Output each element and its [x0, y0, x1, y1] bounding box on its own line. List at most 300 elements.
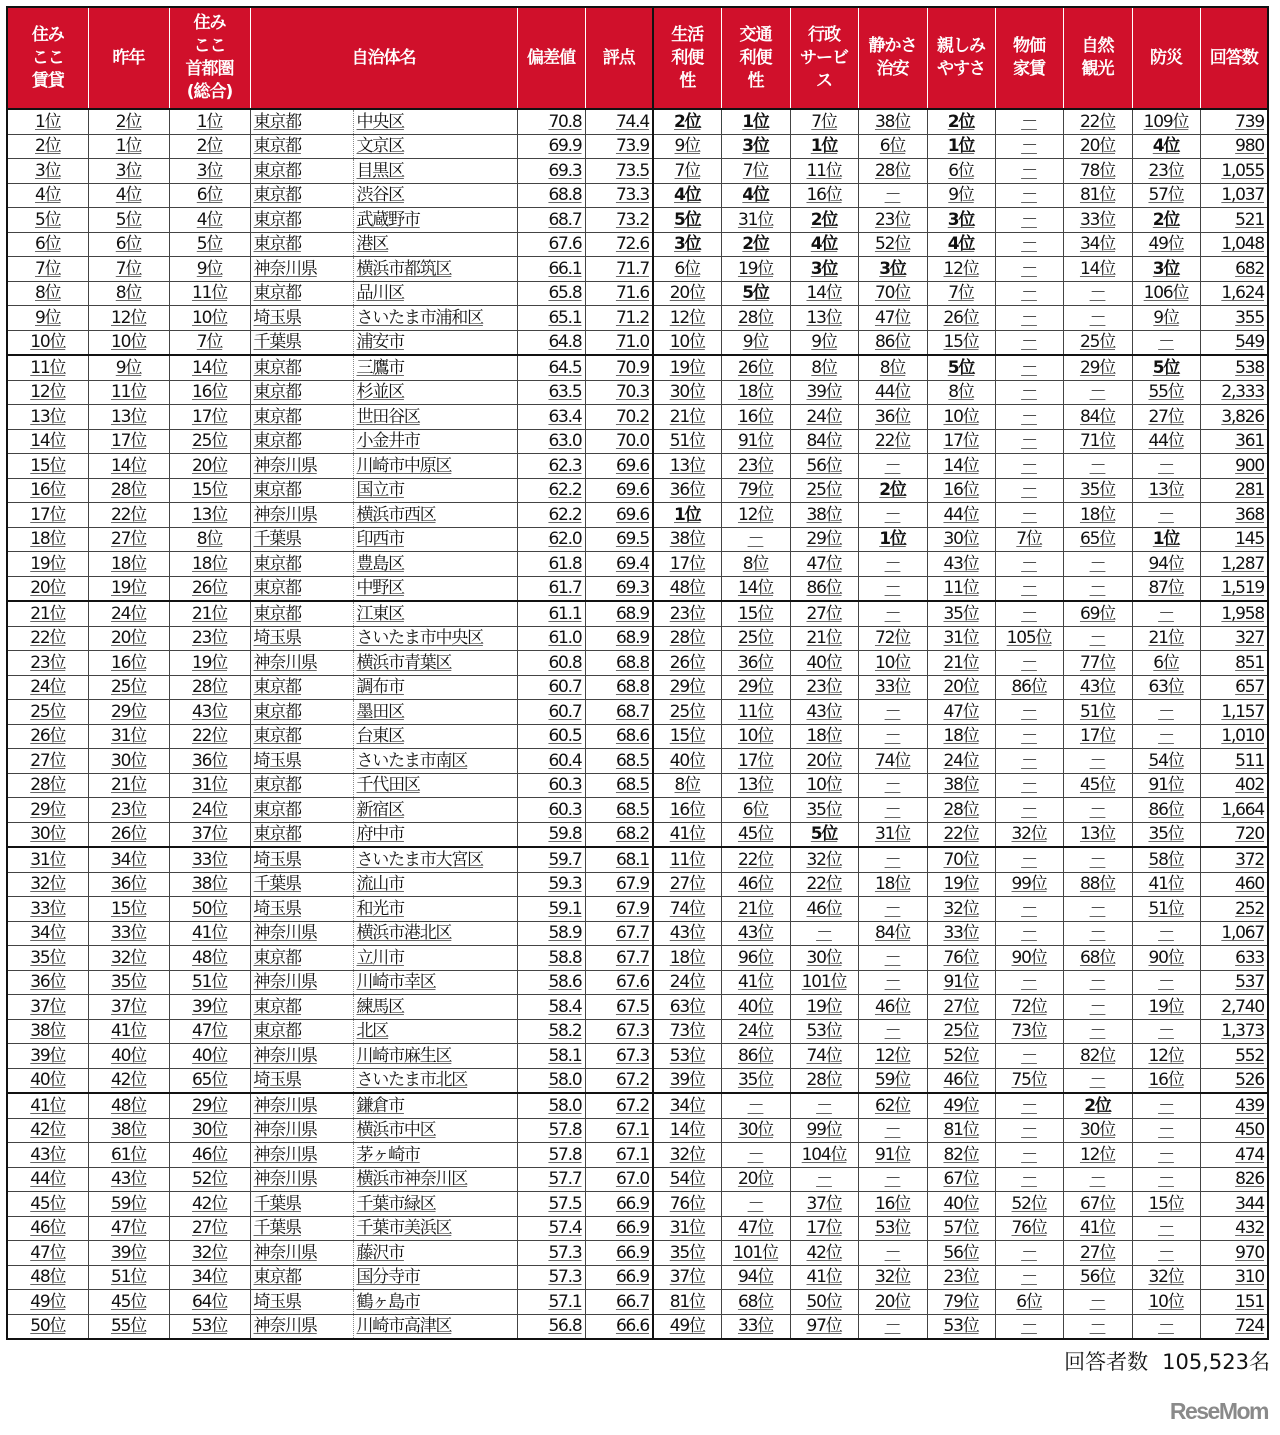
table-row [7, 1093, 1268, 1118]
header-admin-service: 行政 サービ ス [790, 7, 858, 109]
cell-disaster: 19位 [1132, 995, 1200, 1020]
cell-safety: 6位 [858, 134, 927, 159]
cell-admin: 17位 [790, 1216, 858, 1241]
cell-prefecture: 神奈川県 [250, 503, 353, 528]
cell-admin: － [790, 1167, 858, 1192]
cell-admin: 21位 [790, 626, 858, 651]
table-row [7, 281, 1268, 306]
table-row [7, 1167, 1268, 1192]
cell-deviation: 59.1 [517, 897, 585, 922]
cell-rank-metro: 30位 [169, 1118, 250, 1143]
cell-last-year: 20位 [88, 626, 169, 651]
cell-responses: 372 [1200, 847, 1268, 872]
cell-disaster: － [1132, 1019, 1200, 1044]
cell-friendly: 20位 [927, 675, 995, 700]
cell-responses: 633 [1200, 946, 1268, 971]
cell-rank: 16位 [7, 478, 88, 503]
cell-transport: 3位 [721, 134, 790, 159]
cell-prefecture: 東京都 [250, 601, 353, 626]
cell-city: 立川市 [353, 946, 517, 971]
cell-admin: 16位 [790, 183, 858, 208]
cell-deviation: 58.4 [517, 995, 585, 1020]
cell-life: 49位 [653, 1314, 721, 1339]
cell-city: 渋谷区 [353, 183, 517, 208]
cell-friendly: 11位 [927, 576, 995, 601]
cell-friendly: 15位 [927, 330, 995, 355]
cell-last-year: 61位 [88, 1143, 169, 1168]
cell-rank: 48位 [7, 1265, 88, 1290]
cell-transport: 35位 [721, 1068, 790, 1093]
cell-disaster: － [1132, 970, 1200, 995]
cell-score: 69.6 [585, 503, 653, 528]
cell-last-year: 12位 [88, 306, 169, 331]
header-disaster-prevention: 防災 [1132, 7, 1200, 109]
cell-rank-metro: 39位 [169, 995, 250, 1020]
cell-rank: 20位 [7, 576, 88, 601]
cell-prefecture: 神奈川県 [250, 454, 353, 479]
cell-admin: 24位 [790, 405, 858, 430]
cell-deviation: 58.6 [517, 970, 585, 995]
cell-responses: 526 [1200, 1068, 1268, 1093]
cell-safety: 20位 [858, 1290, 927, 1315]
cell-responses: 682 [1200, 257, 1268, 282]
cell-transport: 23位 [721, 454, 790, 479]
table-row [7, 921, 1268, 946]
cell-score: 68.5 [585, 749, 653, 774]
cell-responses: 851 [1200, 651, 1268, 676]
cell-disaster: 27位 [1132, 405, 1200, 430]
cell-last-year: 18位 [88, 552, 169, 577]
cell-nature: － [1063, 1019, 1132, 1044]
cell-deviation: 69.3 [517, 159, 585, 184]
cell-admin: 97位 [790, 1314, 858, 1339]
cell-disaster: － [1132, 454, 1200, 479]
cell-admin: 47位 [790, 552, 858, 577]
cell-last-year: 28位 [88, 478, 169, 503]
cell-last-year: 9位 [88, 355, 169, 380]
cell-score: 68.1 [585, 847, 653, 872]
cell-transport: 11位 [721, 700, 790, 725]
cell-disaster: 10位 [1132, 1290, 1200, 1315]
table-row [7, 749, 1268, 774]
cell-prefecture: 神奈川県 [250, 1118, 353, 1143]
cell-last-year: 31位 [88, 724, 169, 749]
cell-rank-metro: 28位 [169, 675, 250, 700]
cell-rank-metro: 19位 [169, 651, 250, 676]
cell-prices: － [995, 159, 1063, 184]
cell-last-year: 23位 [88, 798, 169, 823]
cell-prices: － [995, 724, 1063, 749]
resemom-logo: ReseMom [1169, 1398, 1268, 1424]
cell-last-year: 10位 [88, 330, 169, 355]
cell-responses: 537 [1200, 970, 1268, 995]
cell-last-year: 13位 [88, 405, 169, 430]
cell-transport: 12位 [721, 503, 790, 528]
cell-admin: 5位 [790, 822, 858, 847]
cell-city: 川崎市中原区 [353, 454, 517, 479]
cell-disaster: 41位 [1132, 872, 1200, 897]
cell-admin: 86位 [790, 576, 858, 601]
cell-friendly: 24位 [927, 749, 995, 774]
cell-safety: 59位 [858, 1068, 927, 1093]
respondent-count-value: 105,523名 [1162, 1350, 1270, 1374]
cell-score: 66.9 [585, 1192, 653, 1217]
cell-life: 23位 [653, 601, 721, 626]
cell-safety: 18位 [858, 872, 927, 897]
cell-prefecture: 千葉県 [250, 527, 353, 552]
cell-nature: － [1063, 1068, 1132, 1093]
cell-rank: 27位 [7, 749, 88, 774]
cell-city: 和光市 [353, 897, 517, 922]
cell-disaster: 58位 [1132, 847, 1200, 872]
cell-safety: － [858, 700, 927, 725]
cell-prices: － [995, 232, 1063, 257]
cell-nature: － [1063, 281, 1132, 306]
cell-admin: 74位 [790, 1044, 858, 1069]
table-row [7, 946, 1268, 971]
table-row [7, 1265, 1268, 1290]
cell-last-year: 4位 [88, 183, 169, 208]
cell-admin: 42位 [790, 1241, 858, 1266]
cell-safety: 62位 [858, 1093, 927, 1118]
cell-city: 川崎市麻生区 [353, 1044, 517, 1069]
cell-disaster: － [1132, 1118, 1200, 1143]
cell-city: 横浜市神奈川区 [353, 1167, 517, 1192]
cell-friendly: 23位 [927, 1265, 995, 1290]
cell-rank: 14位 [7, 429, 88, 454]
cell-life: 28位 [653, 626, 721, 651]
cell-prices: － [995, 330, 1063, 355]
cell-prefecture: 東京都 [250, 995, 353, 1020]
cell-nature: 13位 [1063, 822, 1132, 847]
cell-prices: － [995, 552, 1063, 577]
cell-rank-metro: 9位 [169, 257, 250, 282]
cell-score: 68.8 [585, 675, 653, 700]
cell-prices: － [995, 183, 1063, 208]
cell-rank: 23位 [7, 651, 88, 676]
cell-rank: 19位 [7, 552, 88, 577]
cell-prefecture: 東京都 [250, 773, 353, 798]
cell-city: 藤沢市 [353, 1241, 517, 1266]
table-row [7, 355, 1268, 380]
cell-rank-metro: 48位 [169, 946, 250, 971]
cell-admin: 9位 [790, 330, 858, 355]
cell-transport: 36位 [721, 651, 790, 676]
cell-prices: － [995, 970, 1063, 995]
cell-disaster: － [1132, 700, 1200, 725]
cell-responses: 1,664 [1200, 798, 1268, 823]
cell-life: 25位 [653, 700, 721, 725]
cell-transport: 1位 [721, 109, 790, 134]
cell-nature: 17位 [1063, 724, 1132, 749]
cell-friendly: 52位 [927, 1044, 995, 1069]
table-body [7, 109, 1268, 1339]
cell-admin: 13位 [790, 306, 858, 331]
cell-friendly: 91位 [927, 970, 995, 995]
cell-rank: 3位 [7, 159, 88, 184]
cell-life: 73位 [653, 1019, 721, 1044]
cell-safety: 10位 [858, 651, 927, 676]
cell-responses: 432 [1200, 1216, 1268, 1241]
cell-score: 67.7 [585, 946, 653, 971]
cell-city: 中野区 [353, 576, 517, 601]
cell-safety: 1位 [858, 527, 927, 552]
cell-score: 66.9 [585, 1216, 653, 1241]
cell-transport: 16位 [721, 405, 790, 430]
cell-prefecture: 東京都 [250, 134, 353, 159]
table-row [7, 700, 1268, 725]
cell-nature: 18位 [1063, 503, 1132, 528]
cell-disaster: － [1132, 1093, 1200, 1118]
header-quiet-safety: 静かさ 治安 [858, 7, 927, 109]
cell-city: 港区 [353, 232, 517, 257]
cell-disaster: 91位 [1132, 773, 1200, 798]
cell-life: 21位 [653, 405, 721, 430]
cell-nature: － [1063, 552, 1132, 577]
cell-last-year: 47位 [88, 1216, 169, 1241]
cell-nature: － [1063, 995, 1132, 1020]
cell-prices: 75位 [995, 1068, 1063, 1093]
cell-admin: 19位 [790, 995, 858, 1020]
cell-deviation: 59.8 [517, 822, 585, 847]
cell-rank: 4位 [7, 183, 88, 208]
cell-last-year: 40位 [88, 1044, 169, 1069]
cell-prices: － [995, 109, 1063, 134]
cell-admin: 99位 [790, 1118, 858, 1143]
cell-rank: 50位 [7, 1314, 88, 1339]
cell-friendly: 33位 [927, 921, 995, 946]
cell-disaster: 5位 [1132, 355, 1200, 380]
header-response-count: 回答数 [1200, 7, 1268, 109]
cell-responses: 368 [1200, 503, 1268, 528]
cell-city: 練馬区 [353, 995, 517, 1020]
cell-disaster: 35位 [1132, 822, 1200, 847]
cell-safety: － [858, 1167, 927, 1192]
cell-prices: － [995, 1167, 1063, 1192]
cell-responses: 151 [1200, 1290, 1268, 1315]
cell-nature: 27位 [1063, 1241, 1132, 1266]
cell-admin: 25位 [790, 478, 858, 503]
cell-admin: 29位 [790, 527, 858, 552]
header-rank-rent: 住み ここ 賃貸 [7, 7, 88, 109]
cell-life: 14位 [653, 1118, 721, 1143]
cell-friendly: 10位 [927, 405, 995, 430]
cell-admin: 28位 [790, 1068, 858, 1093]
cell-score: 71.6 [585, 281, 653, 306]
header-deviation: 偏差値 [517, 7, 585, 109]
cell-responses: 970 [1200, 1241, 1268, 1266]
cell-rank-metro: 51位 [169, 970, 250, 995]
cell-prefecture: 東京都 [250, 552, 353, 577]
cell-nature: 20位 [1063, 134, 1132, 159]
cell-rank-metro: 27位 [169, 1216, 250, 1241]
cell-friendly: 28位 [927, 798, 995, 823]
cell-prices: － [995, 306, 1063, 331]
header-convenience-life: 生活 利便 性 [653, 7, 721, 109]
cell-transport: 29位 [721, 675, 790, 700]
cell-score: 68.9 [585, 626, 653, 651]
cell-deviation: 58.0 [517, 1068, 585, 1093]
cell-safety: － [858, 552, 927, 577]
cell-last-year: 33位 [88, 921, 169, 946]
cell-rank-metro: 33位 [169, 847, 250, 872]
cell-life: 76位 [653, 1192, 721, 1217]
cell-rank-metro: 3位 [169, 159, 250, 184]
cell-prefecture: 埼玉県 [250, 626, 353, 651]
cell-safety: － [858, 847, 927, 872]
cell-responses: 361 [1200, 429, 1268, 454]
cell-nature: － [1063, 970, 1132, 995]
table-row [7, 1216, 1268, 1241]
cell-deviation: 65.8 [517, 281, 585, 306]
cell-last-year: 27位 [88, 527, 169, 552]
cell-prefecture: 東京都 [250, 208, 353, 233]
cell-rank: 12位 [7, 380, 88, 405]
cell-nature: 67位 [1063, 1192, 1132, 1217]
cell-friendly: 5位 [927, 355, 995, 380]
cell-prefecture: 埼玉県 [250, 1290, 353, 1315]
cell-rank: 26位 [7, 724, 88, 749]
cell-nature: 25位 [1063, 330, 1132, 355]
cell-friendly: 70位 [927, 847, 995, 872]
cell-last-year: 39位 [88, 1241, 169, 1266]
cell-responses: 281 [1200, 478, 1268, 503]
cell-transport: 40位 [721, 995, 790, 1020]
cell-prefecture: 東京都 [250, 281, 353, 306]
cell-friendly: 67位 [927, 1167, 995, 1192]
cell-friendly: 31位 [927, 626, 995, 651]
cell-city: 千葉市美浜区 [353, 1216, 517, 1241]
cell-prices: － [995, 847, 1063, 872]
cell-responses: 538 [1200, 355, 1268, 380]
cell-disaster: 6位 [1132, 651, 1200, 676]
cell-prefecture: 神奈川県 [250, 921, 353, 946]
cell-city: 横浜市西区 [353, 503, 517, 528]
cell-nature: － [1063, 798, 1132, 823]
cell-rank: 31位 [7, 847, 88, 872]
cell-prefecture: 埼玉県 [250, 749, 353, 774]
cell-prices: － [995, 478, 1063, 503]
cell-last-year: 48位 [88, 1093, 169, 1118]
cell-life: 37位 [653, 1265, 721, 1290]
cell-transport: 96位 [721, 946, 790, 971]
cell-prefecture: 神奈川県 [250, 1093, 353, 1118]
cell-rank: 49位 [7, 1290, 88, 1315]
cell-life: 38位 [653, 527, 721, 552]
cell-prefecture: 東京都 [250, 822, 353, 847]
cell-rank-metro: 64位 [169, 1290, 250, 1315]
cell-prefecture: 東京都 [250, 159, 353, 184]
cell-last-year: 36位 [88, 872, 169, 897]
cell-disaster: － [1132, 724, 1200, 749]
cell-rank-metro: 7位 [169, 330, 250, 355]
cell-transport: 30位 [721, 1118, 790, 1143]
table-row [7, 1241, 1268, 1266]
cell-prefecture: 東京都 [250, 700, 353, 725]
cell-city: 千代田区 [353, 773, 517, 798]
cell-last-year: 14位 [88, 454, 169, 479]
cell-safety: 8位 [858, 355, 927, 380]
table-row [7, 208, 1268, 233]
cell-city: さいたま市北区 [353, 1068, 517, 1093]
cell-score: 68.5 [585, 773, 653, 798]
cell-prefecture: 神奈川県 [250, 1167, 353, 1192]
cell-city: 江東区 [353, 601, 517, 626]
cell-last-year: 5位 [88, 208, 169, 233]
cell-rank: 40位 [7, 1068, 88, 1093]
cell-life: 16位 [653, 798, 721, 823]
cell-transport: 19位 [721, 257, 790, 282]
cell-deviation: 60.4 [517, 749, 585, 774]
cell-rank: 9位 [7, 306, 88, 331]
cell-rank-metro: 24位 [169, 798, 250, 823]
header-municipality: 自治体名 [250, 7, 517, 109]
cell-friendly: 21位 [927, 651, 995, 676]
cell-life: 29位 [653, 675, 721, 700]
cell-prices: － [995, 1118, 1063, 1143]
cell-nature: 51位 [1063, 700, 1132, 725]
cell-prices: － [995, 798, 1063, 823]
cell-nature: 81位 [1063, 183, 1132, 208]
cell-last-year: 2位 [88, 109, 169, 134]
cell-deviation: 57.4 [517, 1216, 585, 1241]
cell-prices: 6位 [995, 1290, 1063, 1315]
cell-rank-metro: 52位 [169, 1167, 250, 1192]
cell-city: 横浜市都筑区 [353, 257, 517, 282]
cell-deviation: 66.1 [517, 257, 585, 282]
cell-rank: 37位 [7, 995, 88, 1020]
cell-rank: 22位 [7, 626, 88, 651]
cell-last-year: 30位 [88, 749, 169, 774]
cell-score: 67.7 [585, 921, 653, 946]
cell-prefecture: 東京都 [250, 1019, 353, 1044]
cell-life: 40位 [653, 749, 721, 774]
cell-friendly: 46位 [927, 1068, 995, 1093]
cell-responses: 739 [1200, 109, 1268, 134]
cell-last-year: 19位 [88, 576, 169, 601]
cell-score: 70.2 [585, 405, 653, 430]
cell-responses: 720 [1200, 822, 1268, 847]
cell-safety: － [858, 897, 927, 922]
cell-rank: 47位 [7, 1241, 88, 1266]
cell-transport: 25位 [721, 626, 790, 651]
cell-responses: 826 [1200, 1167, 1268, 1192]
cell-responses: 402 [1200, 773, 1268, 798]
cell-prefecture: 東京都 [250, 798, 353, 823]
cell-score: 67.1 [585, 1118, 653, 1143]
cell-prefecture: 神奈川県 [250, 651, 353, 676]
cell-safety: 70位 [858, 281, 927, 306]
cell-disaster: － [1132, 503, 1200, 528]
cell-rank-metro: 23位 [169, 626, 250, 651]
table-row [7, 109, 1268, 134]
cell-score: 67.5 [585, 995, 653, 1020]
cell-admin: 53位 [790, 1019, 858, 1044]
cell-prices: 105位 [995, 626, 1063, 651]
cell-disaster: 4位 [1132, 134, 1200, 159]
header-score: 評点 [585, 7, 653, 109]
cell-disaster: 12位 [1132, 1044, 1200, 1069]
cell-safety: － [858, 724, 927, 749]
cell-last-year: 42位 [88, 1068, 169, 1093]
cell-safety: 72位 [858, 626, 927, 651]
cell-deviation: 69.9 [517, 134, 585, 159]
cell-transport: 41位 [721, 970, 790, 995]
cell-admin: 46位 [790, 897, 858, 922]
cell-prefecture: 千葉県 [250, 1216, 353, 1241]
cell-last-year: 17位 [88, 429, 169, 454]
cell-disaster: 54位 [1132, 749, 1200, 774]
